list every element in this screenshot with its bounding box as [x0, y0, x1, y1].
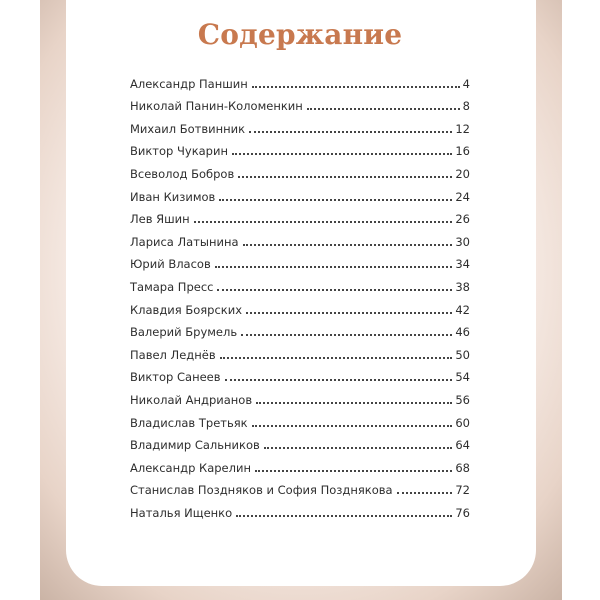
- toc-entry-page-number: 24: [455, 189, 470, 204]
- page-title: Содержание: [197, 18, 403, 51]
- toc-entry: [130, 249, 470, 272]
- toc-entry: [130, 226, 470, 249]
- toc-entry-name: Александр Карелин: [130, 460, 251, 475]
- toc-dot-leader: [232, 153, 452, 155]
- toc-entry: [130, 430, 470, 453]
- toc-dot-leader: [238, 176, 452, 178]
- toc-entry-name: Николай Панин-Коломенкин: [130, 99, 303, 114]
- toc-entry-page-number: 46: [455, 325, 470, 340]
- toc-entry-page-number: 38: [455, 279, 470, 294]
- toc-entry-name: Лариса Латынина: [130, 234, 239, 249]
- toc-dot-leader: [219, 199, 452, 201]
- toc-entry-page-number: 34: [455, 257, 470, 272]
- toc-entry-name: Виктор Санеев: [130, 370, 221, 385]
- toc-entry: [130, 407, 470, 430]
- toc-entry-name: Александр Паншин: [130, 76, 248, 91]
- toc-dot-leader: [264, 447, 453, 449]
- toc-dot-leader: [307, 108, 460, 110]
- toc-entry: [130, 339, 470, 362]
- toc-dot-leader: [255, 470, 452, 472]
- toc-entry-name: Михаил Ботвинник: [130, 121, 246, 136]
- toc-entry: [130, 181, 470, 204]
- table-of-contents: [130, 68, 470, 520]
- toc-entry: [130, 68, 470, 91]
- toc-entry-name: Тамара Пресс: [130, 279, 214, 294]
- toc-dot-leader: [220, 357, 453, 359]
- toc-entry-name: Клавдия Боярских: [130, 302, 243, 317]
- toc-entry-page-number: 42: [455, 302, 470, 317]
- toc-entry-name: Николай Андрианов: [130, 392, 253, 407]
- toc-entry-name: Наталья Ищенко: [130, 505, 233, 520]
- toc-entry-name: Всеволод Бобров: [130, 166, 235, 181]
- toc-entry-page-number: 60: [455, 415, 470, 430]
- toc-entry: [130, 136, 470, 159]
- toc-entry: [130, 475, 470, 498]
- toc-dot-leader: [194, 221, 453, 223]
- toc-dot-leader: [241, 334, 452, 336]
- toc-entry-name: Валерий Брумель: [130, 325, 238, 340]
- toc-entry: [130, 91, 470, 114]
- toc-dot-leader: [252, 425, 453, 427]
- toc-entry: [130, 158, 470, 181]
- toc-dot-leader: [252, 86, 460, 88]
- toc-entry-page-number: 16: [455, 144, 470, 159]
- toc-dot-leader: [225, 379, 453, 381]
- toc-dot-leader: [256, 402, 452, 404]
- toc-entry-name: Лев Яшин: [130, 212, 190, 227]
- toc-entry: [130, 362, 470, 385]
- toc-entry: [130, 113, 470, 136]
- toc-entry-page-number: 56: [455, 392, 470, 407]
- toc-entry-page-number: 50: [455, 347, 470, 362]
- toc-entry: [130, 497, 470, 520]
- toc-entry-name: Владимир Сальников: [130, 438, 260, 453]
- toc-entry-page-number: 68: [455, 460, 470, 475]
- toc-entry-page-number: 54: [455, 370, 470, 385]
- toc-entry-name: Юрий Власов: [130, 257, 211, 272]
- toc-dot-leader: [217, 289, 452, 291]
- toc-entry: [130, 271, 470, 294]
- toc-entry-page-number: 20: [455, 166, 470, 181]
- toc-dot-leader: [397, 492, 453, 494]
- toc-entry-page-number: 30: [455, 234, 470, 249]
- toc-entry-page-number: 12: [455, 121, 470, 136]
- toc-dot-leader: [236, 515, 452, 517]
- toc-entry: [130, 204, 470, 227]
- toc-entry-page-number: 8: [462, 99, 470, 114]
- toc-dot-leader: [215, 266, 453, 268]
- toc-entry-name: Виктор Чукарин: [130, 144, 228, 159]
- toc-entry: [130, 294, 470, 317]
- toc-entry-page-number: 72: [455, 483, 470, 498]
- toc-entry: [130, 317, 470, 340]
- toc-entry-name: Павел Леднёв: [130, 347, 216, 362]
- toc-entry-page-number: 26: [455, 212, 470, 227]
- toc-entry-name: Иван Кизимов: [130, 189, 216, 204]
- toc-entry-page-number: 4: [462, 76, 470, 91]
- toc-entry-page-number: 64: [455, 438, 470, 453]
- toc-entry-name: Владислав Третьяк: [130, 415, 248, 430]
- toc-entry: [130, 384, 470, 407]
- toc-entry: [130, 452, 470, 475]
- toc-entry-name: Станислав Поздняков и София Позднякова: [130, 483, 393, 498]
- toc-dot-leader: [249, 131, 452, 133]
- toc-entry-page-number: 76: [455, 505, 470, 520]
- toc-dot-leader: [243, 244, 453, 246]
- toc-dot-leader: [246, 312, 452, 314]
